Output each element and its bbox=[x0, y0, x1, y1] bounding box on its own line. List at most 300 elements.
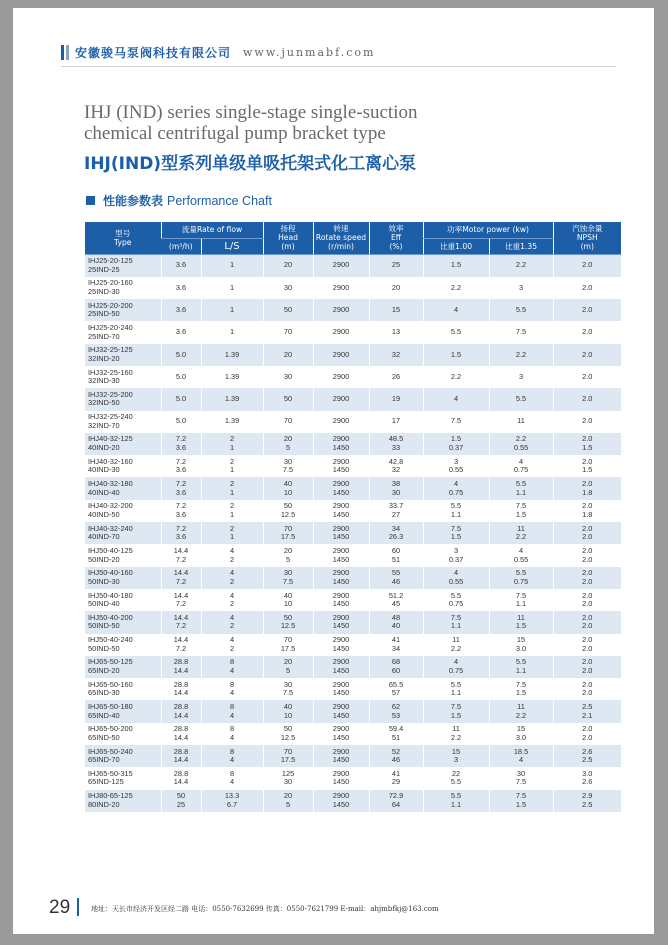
npsh-cell: 2.5 2.1 bbox=[553, 700, 621, 722]
page-number: 29 bbox=[49, 897, 71, 918]
model-ind: 32IND-70 bbox=[88, 420, 120, 430]
npsh-cell: 2.0 1.5 bbox=[553, 433, 621, 455]
footer-accent-bar bbox=[77, 898, 79, 916]
eff-cell: 72.9 64 bbox=[369, 790, 423, 812]
flow-m3h-cell: 28.8 14.4 bbox=[161, 678, 201, 700]
npsh-cell: 2.0 bbox=[553, 277, 621, 299]
head-cell: 30 7.5 bbox=[263, 567, 313, 589]
flow-ls-cell: 1.39 bbox=[201, 344, 263, 366]
model-cell bbox=[85, 522, 161, 544]
flow-m3h-cell: 7.2 3.6 bbox=[161, 455, 201, 477]
head-cell: 20 5 bbox=[263, 433, 313, 455]
power-100-cell: 4 0.55 bbox=[423, 567, 489, 589]
model-ihj: IHJ50-40-125 bbox=[88, 545, 133, 555]
model-cell bbox=[85, 411, 161, 433]
model-ihj: IHJ25-20-160 bbox=[88, 278, 133, 288]
table-row bbox=[85, 411, 621, 433]
model-ind: 25IND-70 bbox=[88, 331, 120, 341]
flow-m3h-cell: 14.4 7.2 bbox=[161, 589, 201, 611]
flow-m3h-cell: 7.2 3.6 bbox=[161, 433, 201, 455]
head-cell: 50 bbox=[263, 388, 313, 410]
model-ind: 50IND-20 bbox=[88, 554, 120, 564]
power-100-cell: 3 0.37 bbox=[423, 544, 489, 566]
power-100-cell: 15 3 bbox=[423, 745, 489, 767]
npsh-cell: 2.0 bbox=[553, 411, 621, 433]
table-row bbox=[85, 388, 621, 410]
power-135-cell: 3 bbox=[489, 277, 553, 299]
model-ihj: IHJ40-32-125 bbox=[88, 434, 133, 444]
eff-cell: 42.8 32 bbox=[369, 455, 423, 477]
head-cell: 70 17.5 bbox=[263, 634, 313, 656]
title-cn: IHJ(IND)型系列单级单吸托架式化工离心泵 bbox=[84, 154, 417, 174]
flow-ls-cell: 1.39 bbox=[201, 366, 263, 388]
eff-cell: 38 30 bbox=[369, 477, 423, 499]
header-divider bbox=[61, 66, 616, 67]
model-ind: 65IND-50 bbox=[88, 732, 120, 742]
flow-ls-cell: 1 bbox=[201, 277, 263, 299]
flow-ls-cell: 1.39 bbox=[201, 388, 263, 410]
speed-cell: 2900 1450 bbox=[313, 634, 369, 656]
flow-m3h-cell: 3.6 bbox=[161, 299, 201, 321]
flow-ls-cell: 4 2 bbox=[201, 634, 263, 656]
model-ind: 32IND-50 bbox=[88, 398, 120, 408]
eff-cell: 48.5 33 bbox=[369, 433, 423, 455]
table-row bbox=[85, 299, 621, 321]
speed-cell: 2900 1450 bbox=[313, 455, 369, 477]
model-ind: 65IND-70 bbox=[88, 755, 120, 765]
speed-cell: 2900 1450 bbox=[313, 790, 369, 812]
model-cell bbox=[85, 254, 161, 277]
model-ihj: IHJ25-20-125 bbox=[88, 256, 133, 266]
npsh-cell: 2.0 bbox=[553, 388, 621, 410]
head-cell: 30 7.5 bbox=[263, 455, 313, 477]
model-ind: 65IND-125 bbox=[88, 777, 124, 787]
npsh-cell: 2.0 bbox=[553, 299, 621, 321]
table-row bbox=[85, 790, 621, 812]
npsh-cell: 2.0 2.0 bbox=[553, 634, 621, 656]
npsh-cell: 2.0 2.0 bbox=[553, 678, 621, 700]
power-135-cell: 15 3.0 bbox=[489, 723, 553, 745]
table-row bbox=[85, 567, 621, 589]
flow-ls-cell: 4 2 bbox=[201, 589, 263, 611]
npsh-cell: 2.0 2.0 bbox=[553, 544, 621, 566]
model-ihj: IHJ40-32-160 bbox=[88, 456, 133, 466]
table-row bbox=[85, 344, 621, 366]
eff-cell: 60 51 bbox=[369, 544, 423, 566]
model-ind: 50IND-50 bbox=[88, 643, 120, 653]
title-en-line1: IHJ (IND) series single-stage single-suction bbox=[84, 102, 418, 123]
power-135-cell: 2.2 bbox=[489, 254, 553, 277]
flow-ls-cell: 1 bbox=[201, 321, 263, 343]
flow-ls-cell: 8 4 bbox=[201, 678, 263, 700]
power-100-cell: 7.5 1.1 bbox=[423, 611, 489, 633]
npsh-cell: 2.0 bbox=[553, 344, 621, 366]
power-135-cell: 3 bbox=[489, 366, 553, 388]
model-ind: 40IND-30 bbox=[88, 465, 120, 475]
performance-table bbox=[85, 222, 621, 812]
power-135-cell: 2.2 bbox=[489, 344, 553, 366]
flow-ls-cell: 1.39 bbox=[201, 411, 263, 433]
power-135-cell: 5.5 bbox=[489, 388, 553, 410]
flow-m3h-cell: 5.0 bbox=[161, 388, 201, 410]
speed-cell: 2900 bbox=[313, 388, 369, 410]
power-100-cell: 5.5 1.1 bbox=[423, 790, 489, 812]
col-header-type: 型号 Type bbox=[85, 222, 161, 254]
speed-cell: 2900 1450 bbox=[313, 767, 369, 789]
power-100-cell: 1.5 0.37 bbox=[423, 433, 489, 455]
eff-cell: 55 46 bbox=[369, 567, 423, 589]
col-header-speed: 转速 Rotate speed (r/min) bbox=[313, 222, 369, 254]
power-100-cell: 4 bbox=[423, 299, 489, 321]
speed-cell: 2900 bbox=[313, 411, 369, 433]
head-cell: 30 bbox=[263, 277, 313, 299]
speed-cell: 2900 1450 bbox=[313, 745, 369, 767]
eff-cell: 41 34 bbox=[369, 634, 423, 656]
model-cell bbox=[85, 321, 161, 343]
speed-cell: 2900 1450 bbox=[313, 433, 369, 455]
power-135-cell: 7.5 bbox=[489, 321, 553, 343]
head-cell: 50 12.5 bbox=[263, 611, 313, 633]
power-100-cell: 4 0.75 bbox=[423, 656, 489, 678]
eff-cell: 34 26.3 bbox=[369, 522, 423, 544]
model-ind: 40IND-40 bbox=[88, 487, 120, 497]
col-header-flow: 流量Rate of flow bbox=[161, 222, 263, 238]
model-cell bbox=[85, 634, 161, 656]
power-135-cell: 11 1.5 bbox=[489, 611, 553, 633]
model-ihj: IHJ80-65-125 bbox=[88, 791, 133, 801]
npsh-cell: 2.0 bbox=[553, 254, 621, 277]
flow-ls-cell: 2 1 bbox=[201, 455, 263, 477]
speed-cell: 2900 1450 bbox=[313, 678, 369, 700]
eff-cell: 17 bbox=[369, 411, 423, 433]
table-row bbox=[85, 589, 621, 611]
flow-ls-cell: 4 2 bbox=[201, 611, 263, 633]
model-cell bbox=[85, 433, 161, 455]
power-135-cell: 5.5 1.1 bbox=[489, 477, 553, 499]
eff-cell: 13 bbox=[369, 321, 423, 343]
model-cell bbox=[85, 790, 161, 812]
model-ihj: IHJ50-40-200 bbox=[88, 612, 133, 622]
power-100-cell: 5.5 1.1 bbox=[423, 500, 489, 522]
head-cell: 70 17.5 bbox=[263, 745, 313, 767]
table-row bbox=[85, 254, 621, 277]
eff-cell: 15 bbox=[369, 299, 423, 321]
table-row bbox=[85, 745, 621, 767]
company-name: 安徽骏马泵阀科技有限公司 bbox=[75, 45, 232, 60]
col-header-head: 扬程 Head (m) bbox=[263, 222, 313, 254]
flow-m3h-cell: 3.6 bbox=[161, 277, 201, 299]
flow-ls-cell: 8 4 bbox=[201, 723, 263, 745]
section-title-cn: 性能参数表 bbox=[103, 194, 164, 208]
flow-m3h-cell: 28.8 14.4 bbox=[161, 723, 201, 745]
speed-cell: 2900 bbox=[313, 321, 369, 343]
head-cell: 20 5 bbox=[263, 790, 313, 812]
flow-m3h-cell: 14.4 7.2 bbox=[161, 544, 201, 566]
head-cell: 20 5 bbox=[263, 656, 313, 678]
model-ihj: IHJ65-50-125 bbox=[88, 657, 133, 667]
col-header-flow-ls: L/S bbox=[201, 238, 263, 254]
model-cell bbox=[85, 455, 161, 477]
model-ind: 50IND-40 bbox=[88, 599, 120, 609]
table-row bbox=[85, 656, 621, 678]
power-135-cell: 5.5 0.75 bbox=[489, 567, 553, 589]
section-title-en: Performance Chaft bbox=[167, 193, 272, 208]
model-cell bbox=[85, 745, 161, 767]
model-cell bbox=[85, 723, 161, 745]
flow-ls-cell: 8 4 bbox=[201, 767, 263, 789]
col-header-power-135: 比重1.35 bbox=[489, 238, 553, 254]
head-cell: 50 12.5 bbox=[263, 500, 313, 522]
power-100-cell: 7.5 1.5 bbox=[423, 522, 489, 544]
eff-cell: 25 bbox=[369, 254, 423, 277]
model-ind: 50IND-30 bbox=[88, 576, 120, 586]
model-cell bbox=[85, 500, 161, 522]
col-header-power-100: 比重1.00 bbox=[423, 238, 489, 254]
power-100-cell: 5.5 bbox=[423, 321, 489, 343]
power-135-cell: 5.5 1.1 bbox=[489, 656, 553, 678]
flow-ls-cell: 2 1 bbox=[201, 522, 263, 544]
model-ihj: IHJ50-40-180 bbox=[88, 590, 133, 600]
head-cell: 70 bbox=[263, 411, 313, 433]
footer-contact: 地址：天长市经济开发区经二路 电话：0550-7632699 传真：0550-7621799 E-mail：ahjmbfkj@163.com bbox=[91, 905, 439, 913]
power-100-cell: 2.2 bbox=[423, 366, 489, 388]
npsh-cell: 2.0 2.0 bbox=[553, 589, 621, 611]
eff-cell: 51.2 45 bbox=[369, 589, 423, 611]
flow-ls-cell: 8 4 bbox=[201, 700, 263, 722]
power-135-cell: 7.5 1.1 bbox=[489, 589, 553, 611]
npsh-cell: 2.6 2.5 bbox=[553, 745, 621, 767]
power-135-cell: 2.2 0.55 bbox=[489, 433, 553, 455]
model-ihj: IHJ40-32-200 bbox=[88, 501, 133, 511]
head-cell: 50 bbox=[263, 299, 313, 321]
model-ihj: IHJ65-50-315 bbox=[88, 768, 133, 778]
speed-cell: 2900 1450 bbox=[313, 477, 369, 499]
flow-ls-cell: 4 2 bbox=[201, 567, 263, 589]
power-100-cell: 22 5.5 bbox=[423, 767, 489, 789]
eff-cell: 48 40 bbox=[369, 611, 423, 633]
model-ihj: IHJ65-50-180 bbox=[88, 701, 133, 711]
model-ihj: IHJ32-25-160 bbox=[88, 367, 133, 377]
col-header-npsh: 汽蚀余量 NPSH (m) bbox=[553, 222, 621, 254]
col-header-flow-m3h: (m³/h) bbox=[161, 238, 201, 254]
model-ihj: IHJ65-50-200 bbox=[88, 724, 133, 734]
speed-cell: 2900 bbox=[313, 344, 369, 366]
model-cell bbox=[85, 678, 161, 700]
table-row bbox=[85, 634, 621, 656]
model-cell bbox=[85, 366, 161, 388]
flow-m3h-cell: 5.0 bbox=[161, 366, 201, 388]
eff-cell: 26 bbox=[369, 366, 423, 388]
npsh-cell: 2.0 2.0 bbox=[553, 611, 621, 633]
model-ihj: IHJ40-32-180 bbox=[88, 479, 133, 489]
speed-cell: 2900 1450 bbox=[313, 700, 369, 722]
catalog-page bbox=[13, 8, 654, 934]
flow-m3h-cell: 7.2 3.6 bbox=[161, 477, 201, 499]
flow-ls-cell: 2 1 bbox=[201, 500, 263, 522]
model-ihj: IHJ32-25-240 bbox=[88, 412, 133, 422]
head-cell: 30 bbox=[263, 366, 313, 388]
model-ihj: IHJ65-50-240 bbox=[88, 746, 133, 756]
head-cell: 40 10 bbox=[263, 589, 313, 611]
head-cell: 30 7.5 bbox=[263, 678, 313, 700]
power-100-cell: 7.5 bbox=[423, 411, 489, 433]
npsh-cell: 2.0 1.5 bbox=[553, 455, 621, 477]
eff-cell: 41 29 bbox=[369, 767, 423, 789]
table-row bbox=[85, 321, 621, 343]
table-row bbox=[85, 611, 621, 633]
speed-cell: 2900 bbox=[313, 299, 369, 321]
model-ind: 25IND-50 bbox=[88, 309, 120, 319]
model-ind: 80IND-20 bbox=[88, 799, 120, 809]
speed-cell: 2900 1450 bbox=[313, 723, 369, 745]
table-row bbox=[85, 700, 621, 722]
table-row bbox=[85, 477, 621, 499]
eff-cell: 65.5 57 bbox=[369, 678, 423, 700]
power-100-cell: 7.5 1.5 bbox=[423, 700, 489, 722]
model-cell bbox=[85, 544, 161, 566]
power-100-cell: 1.5 bbox=[423, 254, 489, 277]
npsh-cell: 2.0 1.8 bbox=[553, 477, 621, 499]
flow-m3h-cell: 28.8 14.4 bbox=[161, 656, 201, 678]
flow-m3h-cell: 7.2 3.6 bbox=[161, 522, 201, 544]
table-row bbox=[85, 723, 621, 745]
head-cell: 20 5 bbox=[263, 544, 313, 566]
head-cell: 40 10 bbox=[263, 477, 313, 499]
power-100-cell: 3 0.55 bbox=[423, 455, 489, 477]
flow-ls-cell: 4 2 bbox=[201, 544, 263, 566]
header-accent-bar bbox=[61, 45, 64, 60]
flow-m3h-cell: 5.0 bbox=[161, 344, 201, 366]
flow-ls-cell: 2 1 bbox=[201, 477, 263, 499]
head-cell: 50 12.5 bbox=[263, 723, 313, 745]
power-135-cell: 7.5 1.5 bbox=[489, 500, 553, 522]
flow-m3h-cell: 28.8 14.4 bbox=[161, 700, 201, 722]
head-cell: 40 10 bbox=[263, 700, 313, 722]
power-135-cell: 18.5 4 bbox=[489, 745, 553, 767]
model-ihj: IHJ25-20-200 bbox=[88, 300, 133, 310]
model-ihj: IHJ32-25-200 bbox=[88, 389, 133, 399]
flow-m3h-cell: 28.8 14.4 bbox=[161, 767, 201, 789]
speed-cell: 2900 1450 bbox=[313, 589, 369, 611]
eff-cell: 52 46 bbox=[369, 745, 423, 767]
model-cell bbox=[85, 611, 161, 633]
power-100-cell: 11 2.2 bbox=[423, 723, 489, 745]
speed-cell: 2900 bbox=[313, 254, 369, 277]
npsh-cell: 2.0 2.0 bbox=[553, 656, 621, 678]
page-header bbox=[61, 41, 375, 63]
power-135-cell: 11 bbox=[489, 411, 553, 433]
table-row bbox=[85, 433, 621, 455]
npsh-cell: 2.0 2.0 bbox=[553, 567, 621, 589]
model-ind: 25IND-25 bbox=[88, 264, 120, 274]
eff-cell: 68 60 bbox=[369, 656, 423, 678]
npsh-cell: 2.0 bbox=[553, 366, 621, 388]
col-header-power: 功率Motor power (kw) bbox=[423, 222, 553, 238]
head-cell: 70 17.5 bbox=[263, 522, 313, 544]
section-heading bbox=[86, 192, 272, 209]
header-accent-bar bbox=[66, 45, 69, 60]
model-cell bbox=[85, 388, 161, 410]
power-100-cell: 2.2 bbox=[423, 277, 489, 299]
model-cell bbox=[85, 656, 161, 678]
eff-cell: 59.4 51 bbox=[369, 723, 423, 745]
power-135-cell: 5.5 bbox=[489, 299, 553, 321]
flow-ls-cell: 8 4 bbox=[201, 745, 263, 767]
model-ind: 25IND-30 bbox=[88, 286, 120, 296]
model-cell bbox=[85, 277, 161, 299]
model-ind: 40IND-50 bbox=[88, 509, 120, 519]
head-cell: 20 bbox=[263, 254, 313, 277]
table-row bbox=[85, 500, 621, 522]
speed-cell: 2900 1450 bbox=[313, 656, 369, 678]
model-ihj: IHJ32-25-125 bbox=[88, 345, 133, 355]
flow-m3h-cell: 14.4 7.2 bbox=[161, 634, 201, 656]
square-bullet-icon bbox=[86, 196, 95, 205]
head-cell: 70 bbox=[263, 321, 313, 343]
table-row bbox=[85, 767, 621, 789]
flow-m3h-cell: 14.4 7.2 bbox=[161, 567, 201, 589]
speed-cell: 2900 1450 bbox=[313, 567, 369, 589]
power-135-cell: 11 2.2 bbox=[489, 522, 553, 544]
power-100-cell: 11 2.2 bbox=[423, 634, 489, 656]
head-cell: 20 bbox=[263, 344, 313, 366]
speed-cell: 2900 bbox=[313, 366, 369, 388]
flow-m3h-cell: 28.8 14.4 bbox=[161, 745, 201, 767]
power-100-cell: 5.5 1.1 bbox=[423, 678, 489, 700]
eff-cell: 19 bbox=[369, 388, 423, 410]
power-135-cell: 11 2.2 bbox=[489, 700, 553, 722]
table-row bbox=[85, 277, 621, 299]
flow-ls-cell: 2 1 bbox=[201, 433, 263, 455]
power-135-cell: 7.5 1.5 bbox=[489, 790, 553, 812]
npsh-cell: 3.0 2.6 bbox=[553, 767, 621, 789]
table-row bbox=[85, 366, 621, 388]
flow-ls-cell: 1 bbox=[201, 299, 263, 321]
npsh-cell: 2.0 1.8 bbox=[553, 500, 621, 522]
power-135-cell: 4 0.55 bbox=[489, 544, 553, 566]
model-ihj: IHJ50-40-240 bbox=[88, 635, 133, 645]
model-cell bbox=[85, 299, 161, 321]
power-135-cell: 15 3.0 bbox=[489, 634, 553, 656]
flow-m3h-cell: 7.2 3.6 bbox=[161, 500, 201, 522]
model-ind: 65IND-40 bbox=[88, 710, 120, 720]
npsh-cell: 2.0 bbox=[553, 321, 621, 343]
model-cell bbox=[85, 767, 161, 789]
flow-m3h-cell: 5.0 bbox=[161, 411, 201, 433]
power-135-cell: 7.5 1.5 bbox=[489, 678, 553, 700]
npsh-cell: 2.9 2.5 bbox=[553, 790, 621, 812]
table-row bbox=[85, 522, 621, 544]
flow-ls-cell: 1 bbox=[201, 254, 263, 277]
model-cell bbox=[85, 700, 161, 722]
npsh-cell: 2.0 2.0 bbox=[553, 723, 621, 745]
speed-cell: 2900 1450 bbox=[313, 544, 369, 566]
title-en-line2: chemical centrifugal pump bracket type bbox=[84, 123, 386, 144]
eff-cell: 33.7 27 bbox=[369, 500, 423, 522]
speed-cell: 2900 1450 bbox=[313, 500, 369, 522]
flow-m3h-cell: 50 25 bbox=[161, 790, 201, 812]
power-100-cell: 4 bbox=[423, 388, 489, 410]
table-row bbox=[85, 455, 621, 477]
model-ind: 50IND-50 bbox=[88, 621, 120, 631]
flow-m3h-cell: 3.6 bbox=[161, 254, 201, 277]
model-cell bbox=[85, 567, 161, 589]
website-url[interactable]: www.junmabf.com bbox=[243, 45, 376, 59]
model-ind: 65IND-30 bbox=[88, 688, 120, 698]
power-100-cell: 5.5 0.75 bbox=[423, 589, 489, 611]
eff-cell: 62 53 bbox=[369, 700, 423, 722]
table-row bbox=[85, 678, 621, 700]
